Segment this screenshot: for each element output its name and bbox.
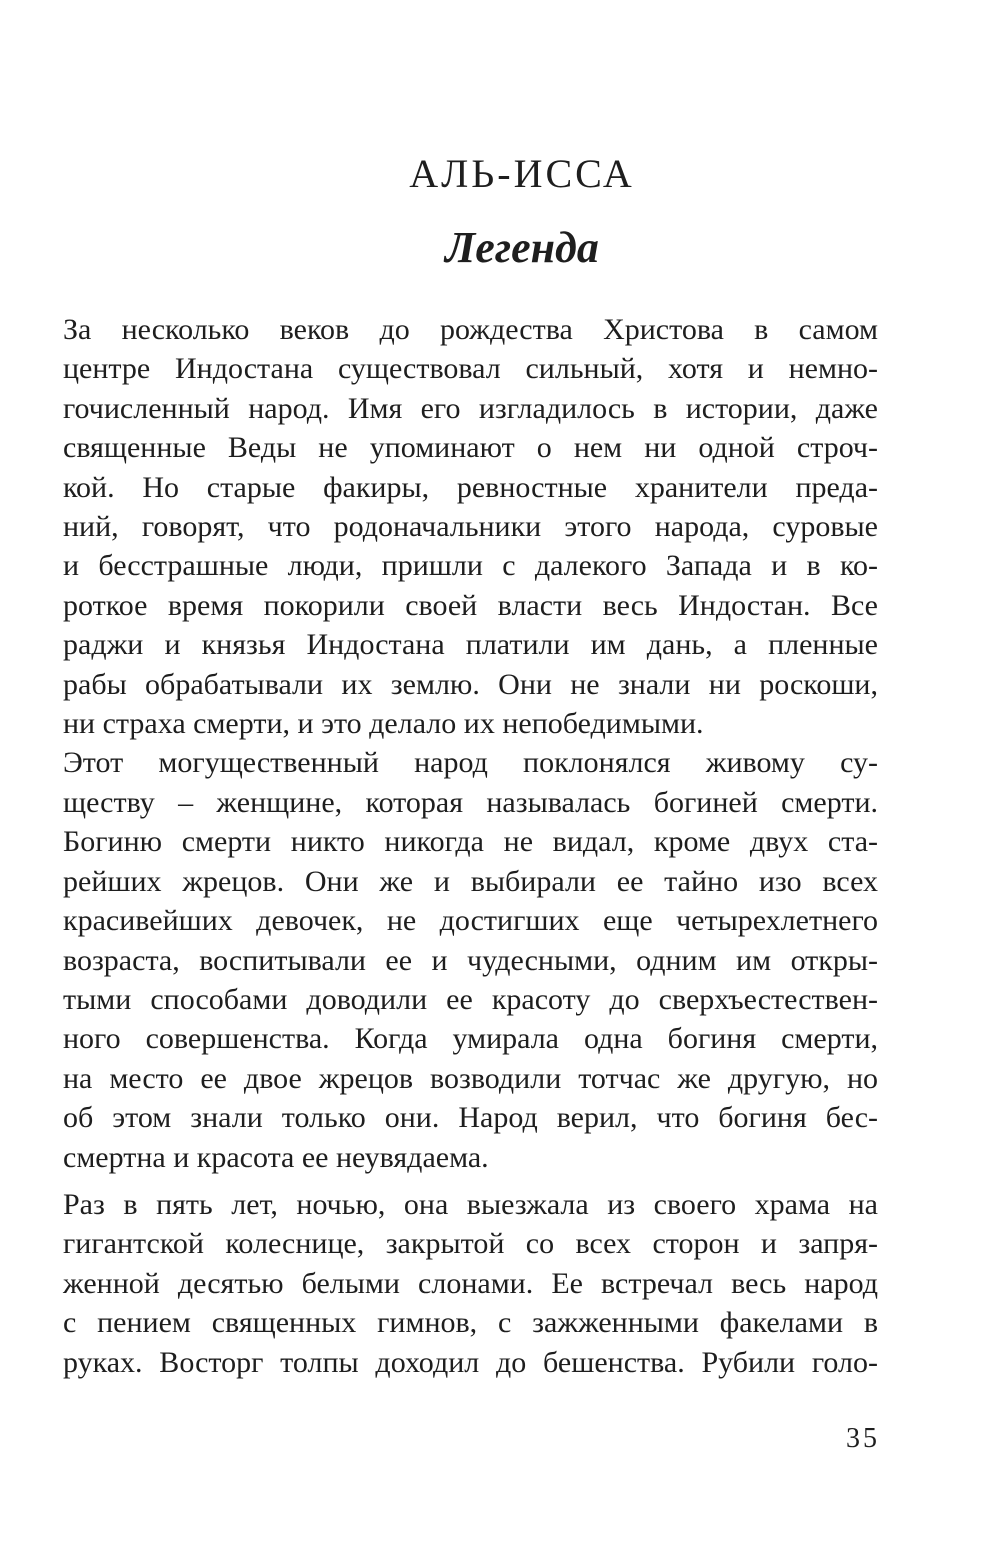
text-line: рабы обрабатывали их землю. Они не знали ни роскоши, [63,667,878,701]
text-line: Этот могущественный народ поклонялся живому су- [63,746,878,780]
text-line: гочисленный народ. Имя его изгладилось в истории, даже [63,391,878,425]
text-line: рейших жрецов. Они же и выбирали ее тайно изо всех [63,864,878,898]
text-line: с пением священных гимнов, с зажженными факелами в [63,1306,878,1340]
text-line: священные Веды не упоминают о нем ни одной строч- [63,431,878,465]
text-line: и бесстрашные люди, пришли с далекого Запада и в ко- [63,549,878,583]
text-line: За несколько веков до рождества Христова в самом [63,313,878,346]
paragraph-3 [63,1185,878,1382]
text-line: кой. Но старые факиры, ревностные хранители преда- [63,470,878,504]
text-line: раджи и князья Индостана платили им дань, а пленные [63,628,878,662]
text-line: на место ее двое жрецов возводили тотчас же другую, но [63,1061,878,1095]
text-line: гигантской колеснице, закрытой со всех сторон и запря- [63,1227,878,1261]
page-number: 35 [846,1423,880,1454]
paragraph-2 [63,743,878,1176]
text-line: роткое время покорили своей власти весь Индостан. Все [63,588,878,622]
text-line: об этом знали только они. Народ верил, что богиня бес- [63,1101,878,1135]
text-line: ществу – женщине, которая называлась богиней смерти. [63,785,878,819]
text-line: ний, говорят, что родоначальники этого народа, суровые [63,510,878,544]
text-line: красивейших девочек, не достигших еще четырехлетнего [63,904,878,938]
text-line: руках. Восторг толпы доходил до бешенства. Рубили голо- [63,1345,878,1379]
paragraph-gap [63,1177,878,1185]
text-line: ни страха смерти, и это делало их непобедимыми. [63,707,704,741]
body-text [63,310,878,1382]
text-line: смертна и красота ее неувядаема. [63,1140,489,1174]
chapter-title: АЛЬ-ИССА [409,151,635,196]
paragraph-1 [63,310,878,743]
text-line: Богиню смерти никто никогда не видал, кроме двух ста- [63,825,878,859]
text-line: тыми способами доводили ее красоту до сверхъестествен- [63,982,878,1016]
text-line: возраста, воспитывали ее и чудесными, одним им откры- [63,943,878,977]
text-line: женной десятью белыми слонами. Ее встречал весь народ [63,1266,878,1300]
chapter-subtitle: Легенда [445,223,599,272]
text-line: центре Индостана существовал сильный, хотя и немно- [63,352,878,386]
text-line: Раз в пять лет, ночью, она выезжала из своего храма на [63,1187,878,1221]
text-line: ного совершенства. Когда умирала одна богиня смерти, [63,1022,878,1056]
